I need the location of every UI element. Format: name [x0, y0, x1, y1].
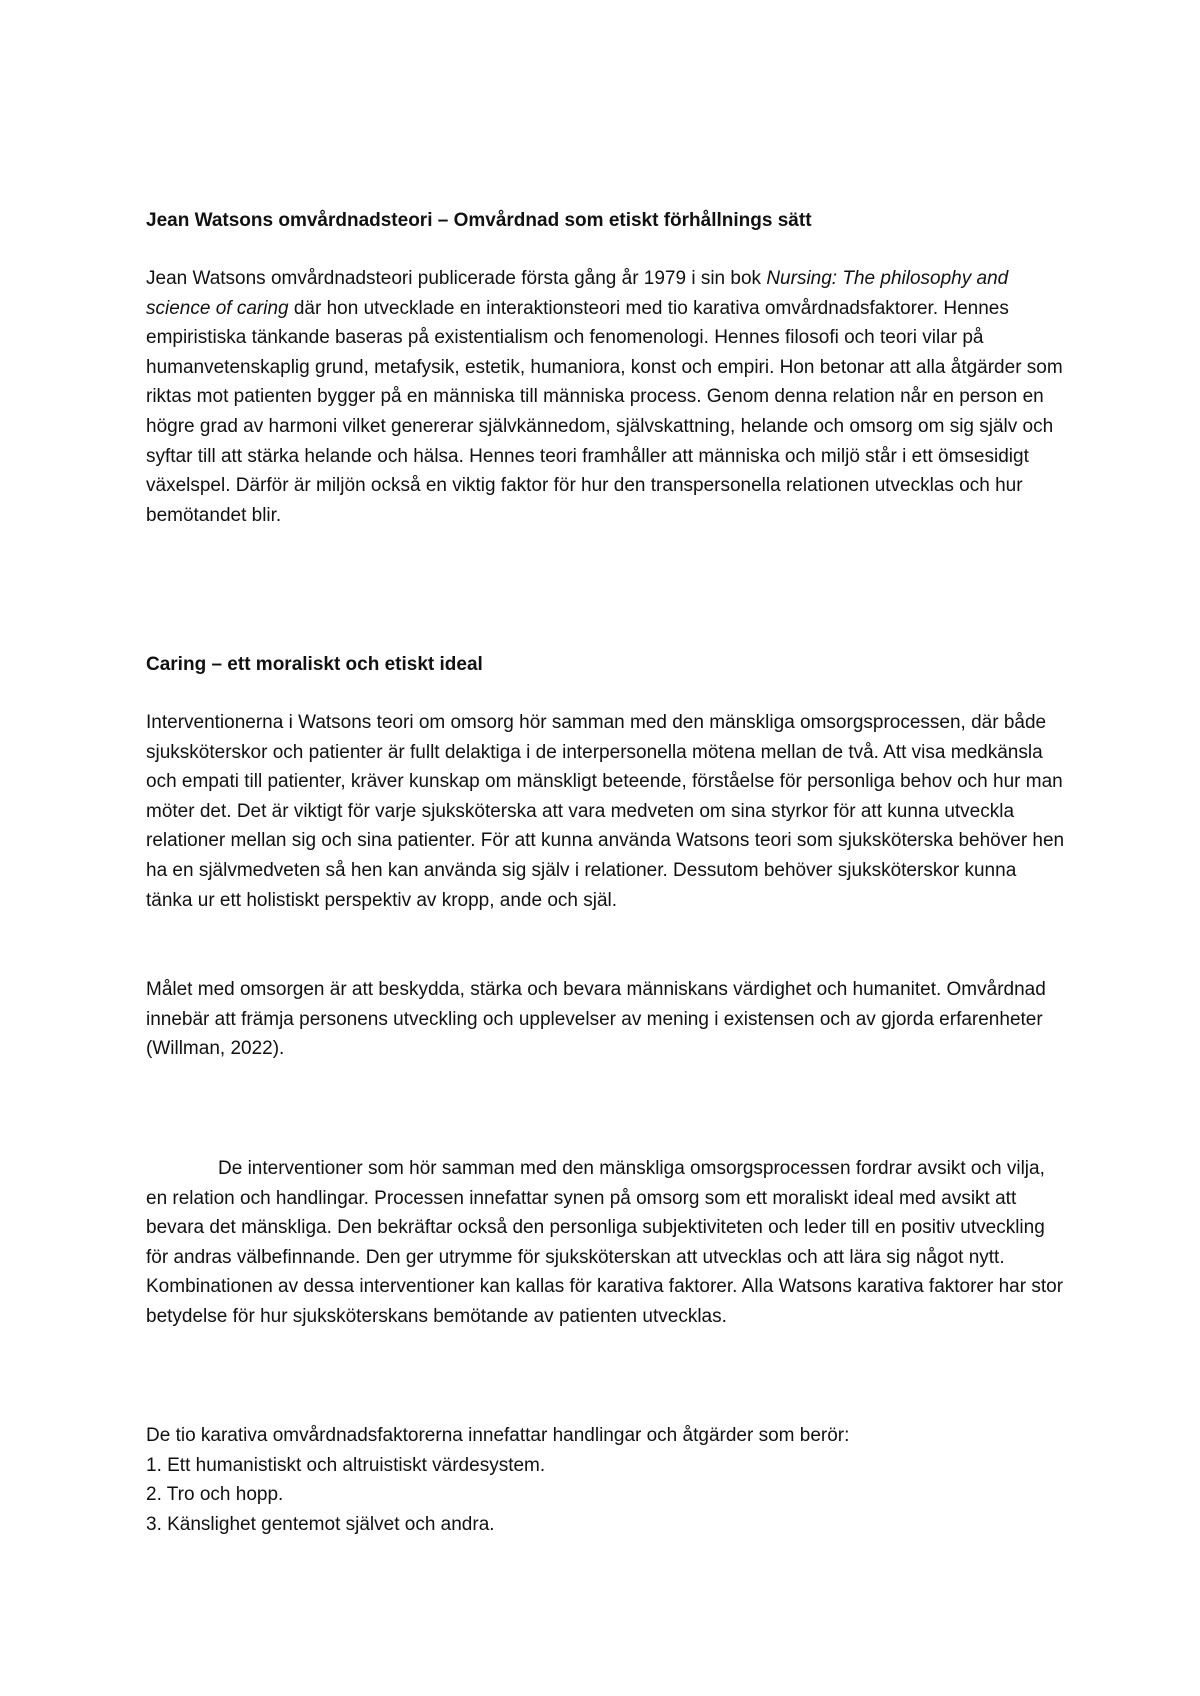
goal-paragraph: Målet med omsorgen är att beskydda, stärka och bevara människans värdighet och humanitet. Omvårdnad innebär att främja personens utveckling och upplevelser av mening i existensen och av gjorda erfarenheter (Willman, 2022).: [146, 979, 1046, 1060]
list-intro: De tio karativa omvårdnadsfaktorerna innefattar handlingar och åtgärder som berör:: [146, 1425, 850, 1446]
intro-text-end: där hon utvecklade en interaktionsteori med tio karativa omvårdnadsfaktorer. Hennes empiristiska tänkande baseras på existentialism och fenomenologi. Hennes filosofi och teori vilar på humanvetenskaplig grund, metafysik, estetik, humaniora, konst och empiri. Hon betonar att alla åtgärder som riktas mot patienten bygger på en människa till människa process. Genom denna relation når en person en högre grad av harmoni vilket genererar självkännedom, självskattning, helande och omsorg om sig själv och syftar till att stärka helande och hälsa. Hennes teori framhåller att människa och miljö står i ett ömsesidigt växelspel. Därför är miljön också en viktig faktor för hur den transpersonella relationen utvecklas och hur bemötandet blir.: [146, 297, 1063, 526]
caring-paragraph: Interventionerna i Watsons teori om omsorg hör samman med den mänskliga omsorgsprocessen, där både sjuksköterskor och patienter är fullt delaktiga i de interpersonella mötena mellan de två. Att visa medkänsla och empati till patienter, kräver kunskap om mänskligt beteende, förståelse för personliga behov och hur man möter det. Det är viktigt för varje sjuksköterska att vara medveten om sina styrkor för att kunna utveckla relationer mellan sig och sina patienter. För att kunna använda Watsons teori som sjuksköterska behöver hen ha en självmedveten så hen kan använda sig själv i relationer. Dessutom behöver sjuksköterskor kunna tänka ur ett holistiskt perspektiv av kropp, ande och själ.: [146, 712, 1065, 911]
section-heading: Caring – ett moraliskt och etiskt ideal: [146, 654, 483, 675]
intro-text-start: Jean Watsons omvårdnadsteori publicerade första gång år 1979 i sin bok: [146, 268, 767, 289]
interventions-text: De interventioner som hör samman med den mänskliga omsorgsprocessen fordrar avsikt och vilja, en relation och handlingar. Processen innefattar synen på omsorg som ett moraliskt ideal med avsikt att bevara det mänskliga. Den bekräftar också den personliga subjektiviteten och leder till en positiv utveckling för andras välbefinnande. Den ger utrymme för sjuksköterskan att utvecklas och att lära sig något nytt. Kombinationen av dessa interventioner kan kallas för karativa faktorer. Alla Watsons karativa faktorer har stor betydelse för hur sjuksköterskans bemötande av patienten utvecklas.: [146, 1158, 1064, 1327]
interventions-paragraph: [146, 1154, 1066, 1332]
intro-paragraph: [146, 264, 1066, 530]
list-item: 1. Ett humanistiskt och altruistiskt värdesystem.: [146, 1454, 546, 1476]
list-item: 2. Tro och hopp.: [146, 1484, 284, 1506]
karativa-list: [146, 1421, 1066, 1539]
book-title: Nursing: The philosophy and science of caring: [146, 268, 1009, 319]
list-item: 3. Känslighet gentemot självet och andra.: [146, 1513, 495, 1535]
page-title: Jean Watsons omvårdnadsteori – Omvårdnad som etiskt förhållnings sätt: [146, 210, 812, 231]
